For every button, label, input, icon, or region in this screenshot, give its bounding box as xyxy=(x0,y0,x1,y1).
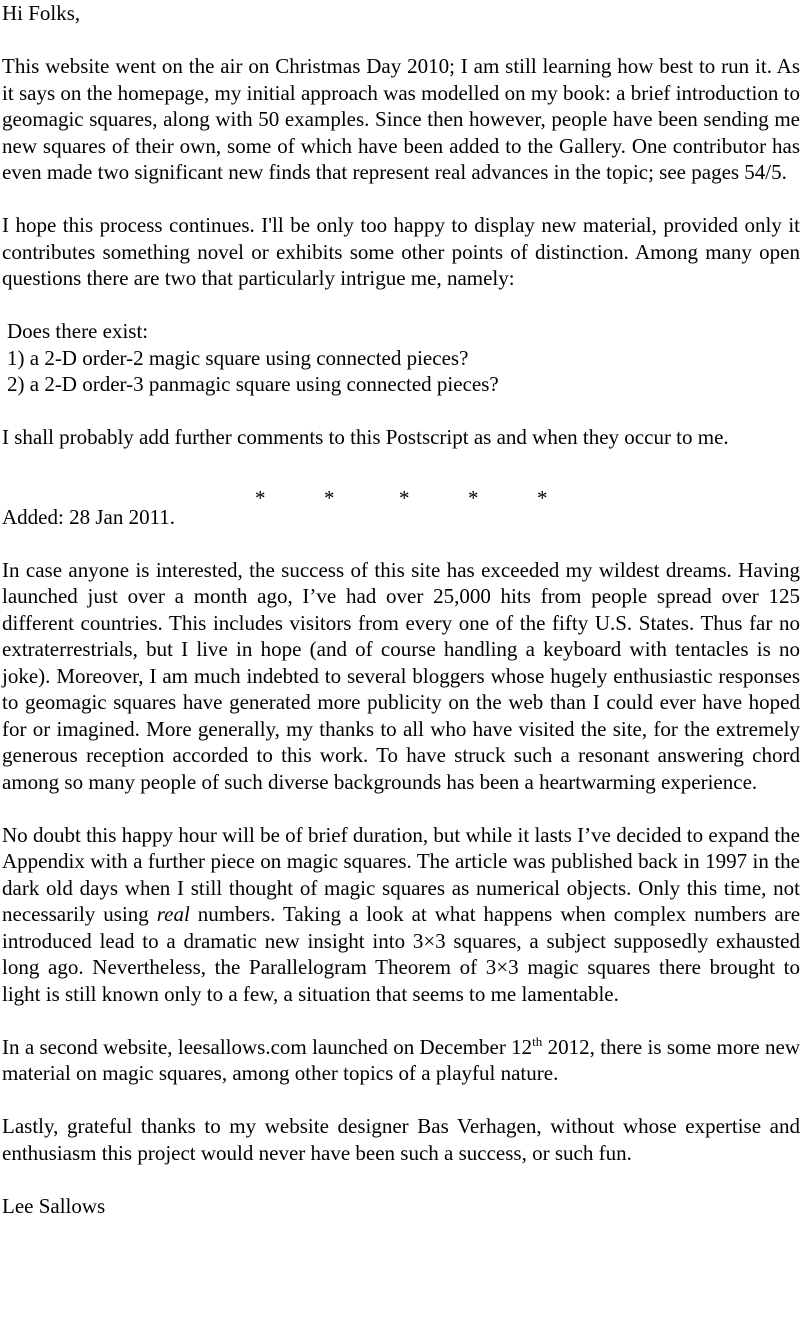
paragraph-further-comments: I shall probably add further comments to this Postscript as and when they occur to me. xyxy=(2,425,729,449)
separator-star: * xyxy=(255,486,266,510)
question-item: 1) a 2-D order-2 magic square using connected pieces? xyxy=(7,345,469,370)
emphasis-real: real xyxy=(156,902,190,926)
separator-star: * xyxy=(468,486,479,510)
section-separator xyxy=(2,485,800,512)
paragraph-second-website xyxy=(2,1034,800,1087)
ordinal-suffix: th xyxy=(532,1033,543,1049)
greeting: Hi Folks, xyxy=(2,1,81,25)
added-date: Added: 28 Jan 2011. xyxy=(2,504,176,529)
paragraph-open-questions: I hope this process continues. I'll be only too happy to display new material, provided only it contributes something novel or exhibits some other points of distinction. Among many open questions there are two that particularly intrigue me, namely: xyxy=(2,213,800,290)
paragraph-text: numbers. Taking a look at what happens when complex numbers are introduced lead to a dramatic new insight into 3×3 squares, a subject supposedly exhausted long ago. Nevertheless, the Parallelogram Theorem of 3×3 magic squares there brought to light is still known only to a few, a situation that seems to me lamentable. xyxy=(2,902,800,1006)
paragraph-text: No doubt this happy hour will be of brief duration, but while it lasts I’ve decided to expand the Appendix with a further piece on magic squares. The article was published back in 1997 in the dark old days when I still thought of magic squares as numerical objects. Only this time, not necessarily using xyxy=(2,822,800,926)
separator-star: * xyxy=(324,486,335,510)
paragraph-site-success: In case anyone is interested, the success of this site has exceeded my wildest dreams. Having launched just over a month ago, I’ve had over 25,000 hits from people spread over 125 different countries. This includes visitors from every one of the fifty U.S. States. Thus far no extraterrestrials, but I live in hope (and of course handling a keyboard with tentacles is no joke). Moreover, I am much indebted to several bloggers whose hugely enthusiastic responses to geomagic squares have generated more publicity on the web than I could ever have hoped for or imagined. More generally, my thanks to all who have visited the site, for the extremely generous reception accorded to this work. To have struck such a resonant answering chord among so many people of such diverse backgrounds has been a heartwarming experience. xyxy=(2,557,800,794)
paragraph-text: 2012, there is some more new material on magic squares, among other topics of a playful nature. xyxy=(2,1034,800,1085)
question-intro: Does there exist: xyxy=(7,319,149,343)
signature: Lee Sallows xyxy=(2,1193,106,1218)
separator-star: * xyxy=(399,486,410,510)
paragraph-website-launch: This website went on the air on Christmas Day 2010; I am still learning how best to run it. As it says on the homepage, my initial approach was modelled on my book: a brief introduction to geomagic squares, along with 50 examples. Since then however, people have been sending me new squares of their own, some of which have been added to the Gallery. One contributor has even made two significant new finds that represent real advances in the topic; see pages 54/5. xyxy=(2,54,800,184)
paragraph-appendix xyxy=(2,822,800,1008)
paragraph-text: In a second website, leesallows.com launched on December 12 xyxy=(2,1034,533,1059)
question-item: 2) a 2-D order-3 panmagic square using connected pieces? xyxy=(7,372,499,396)
separator-star: * xyxy=(537,486,548,510)
paragraph-thanks: Lastly, grateful thanks to my website designer Bas Verhagen, without whose expertise and enthusiasm this project would never have been such a success, or such fun. xyxy=(2,1114,800,1165)
